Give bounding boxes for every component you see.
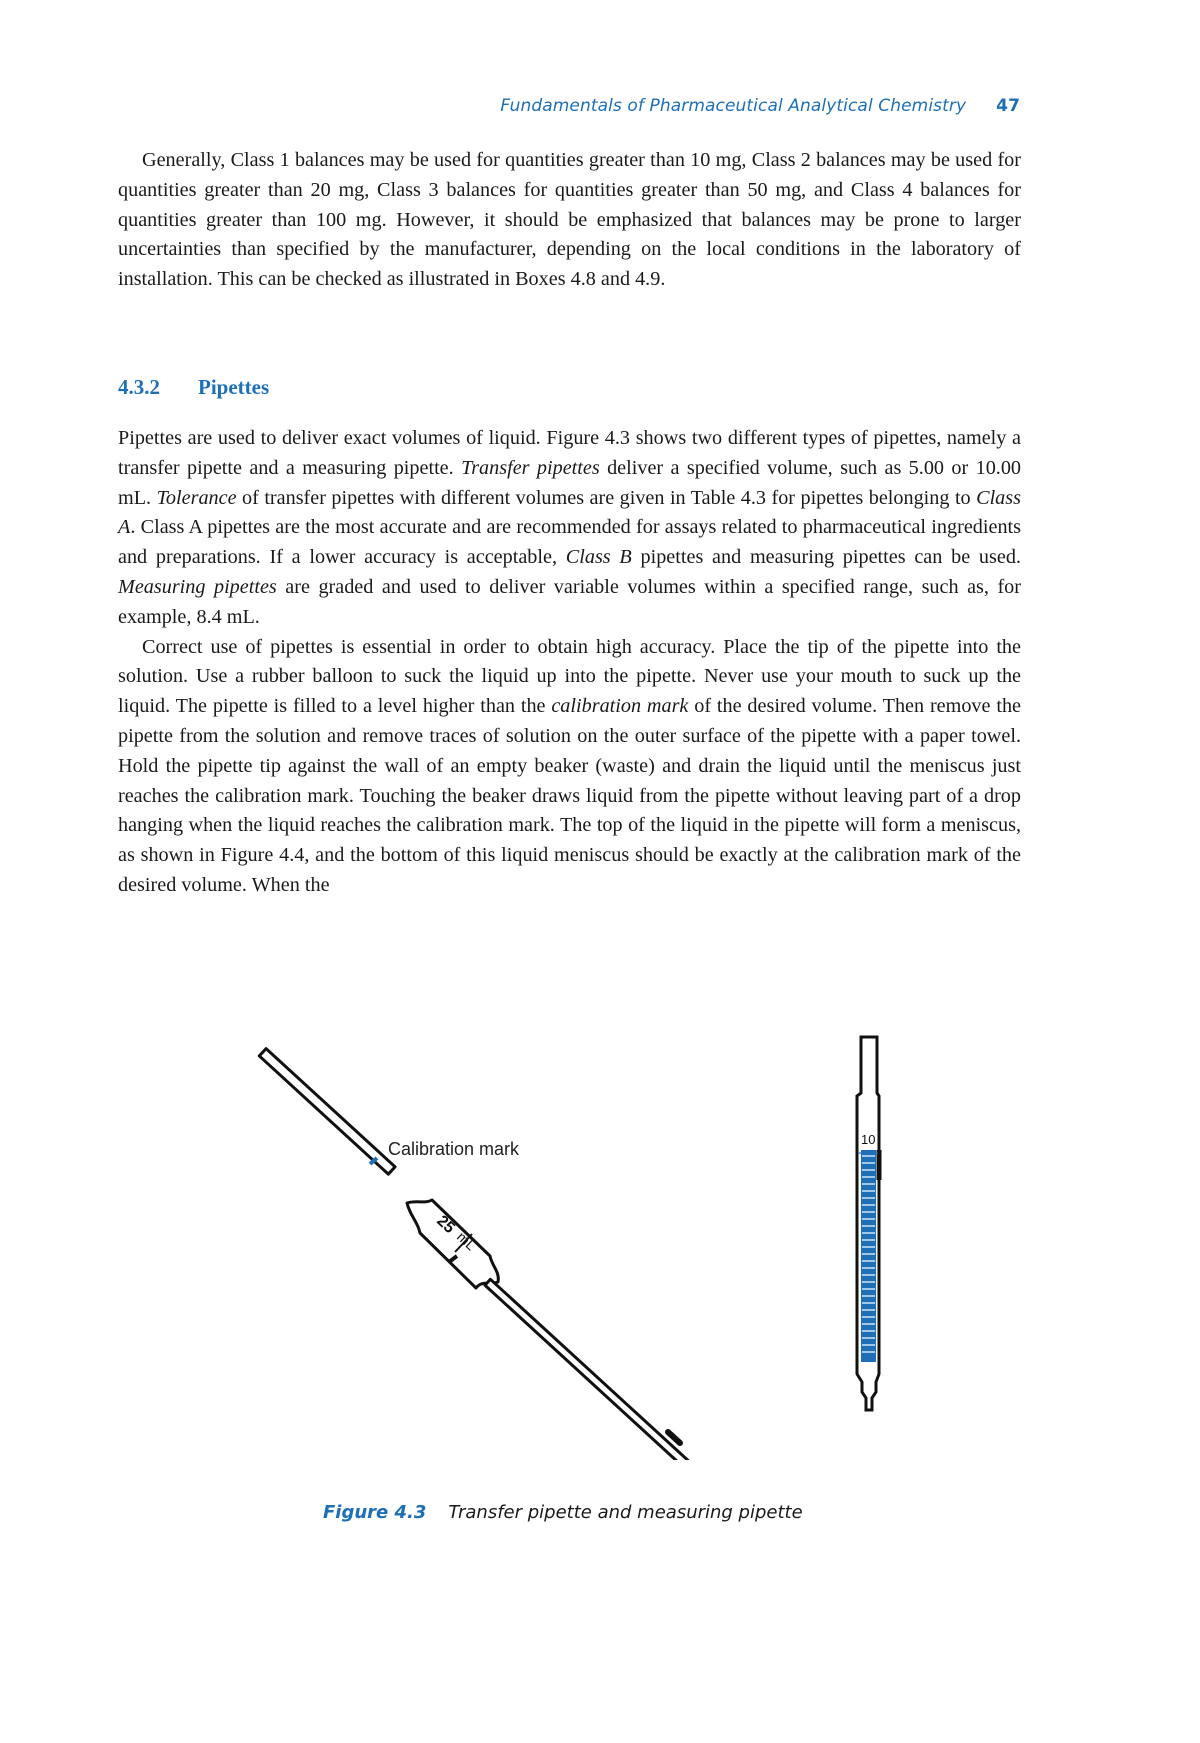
figure-caption-text: Transfer pipette and measuring pipette — [448, 1502, 803, 1523]
text-run: Correct use of pipettes is essential in order to obtain high accuracy. Place the tip of the pipette into the solution. Use a rubber balloon to suck the liquid up into the pipette. Never use your mouth to suck up the liquid. The pipette is filled to a level higher than the — [118, 635, 1021, 718]
term-measuring-pipettes: Measuring pipettes — [118, 575, 277, 598]
figure-caption — [323, 1502, 803, 1523]
transfer-pipette-illustration — [259, 1049, 689, 1460]
text-run: . Class A pipettes are the most accurate and are recommended for assays related to pharmaceutical ingredients and preparations. If a lower accuracy is acceptable, — [118, 516, 1021, 569]
paragraph-pipette-types — [118, 424, 1021, 633]
transfer-volume-number: 25 — [433, 1212, 458, 1237]
paragraph-pipette-use — [118, 633, 1021, 901]
text-run: are graded and used to deliver variable volumes within a specified range, such as, for example, 8.4 mL. — [118, 575, 1021, 628]
term-class-b: Class B — [565, 546, 632, 569]
term-transfer-pipettes: Transfer pipettes — [461, 456, 600, 479]
graduation-marks — [861, 1150, 876, 1362]
figure-label: Figure 4.3 — [323, 1502, 427, 1523]
section-title: Pipettes — [198, 375, 270, 399]
term-calibration-mark: calibration mark — [551, 695, 689, 718]
section-heading — [118, 375, 269, 400]
text-run: of the desired volume. Then remove the pipette from the solution and remove traces of solution on the outer surface of the pipette with a paper towel. Hold the pipette tip against the wall of an empty beaker (waste) and drain the liquid until the meniscus just reaches the calibration mark. Touching the beaker draws liquid from the pipette without leaving part of a drop hanging when the liquid reaches the calibration mark. The top of the liquid in the pipette will form a meniscus, as shown in Figure 4.4, and the bottom of this liquid meniscus should be exactly at the calibration mark of the desired volume. When the — [118, 695, 1021, 896]
term-tolerance: Tolerance — [156, 486, 237, 509]
transfer-volume-unit: mL — [453, 1228, 480, 1254]
running-header — [300, 96, 1020, 116]
text-run: deliver a specified volume, such as 5.00 or 10.00 mL. — [118, 456, 1022, 509]
paragraph-balances — [118, 146, 1021, 295]
text-run: Pipettes are used to deliver exact volumes of liquid. Figure 4.3 shows two different types of pipettes, namely a transfer pipette and a measuring pipette. — [118, 427, 1021, 479]
section-number: 4.3.2 — [118, 375, 160, 399]
text-run: pipettes and measuring pipettes can be used. — [631, 546, 1021, 569]
running-title: Fundamentals of Pharmaceutical Analytical Chemistry — [500, 96, 967, 116]
figure-pipettes — [0, 1000, 1200, 1460]
term-class-a: Class A — [118, 486, 1021, 539]
measuring-top-mark: 10 — [861, 1132, 876, 1147]
text-run: of transfer pipettes with different volumes are given in Table 4.3 for pipettes belonging to — [236, 486, 977, 509]
page-number: 47 — [996, 96, 1020, 116]
calibration-mark-label: Calibration mark — [388, 1139, 520, 1159]
paragraph-text: Generally, Class 1 balances may be used for quantities greater than 10 mg, Class 2 balances may be used for quantities greater than 20 mg, Class 3 balances for quantities greater than 50 mg, and Class 4 balances for quantities greater than 100 mg. However, it should be emphasized that balances may be prone to larger uncertainties than specified by the manufacturer, depending on the local conditions in the laboratory of installation. This can be checked as illustrated in Boxes 4.8 and 4.9. — [118, 149, 1021, 291]
pipettes-body — [118, 424, 1021, 901]
